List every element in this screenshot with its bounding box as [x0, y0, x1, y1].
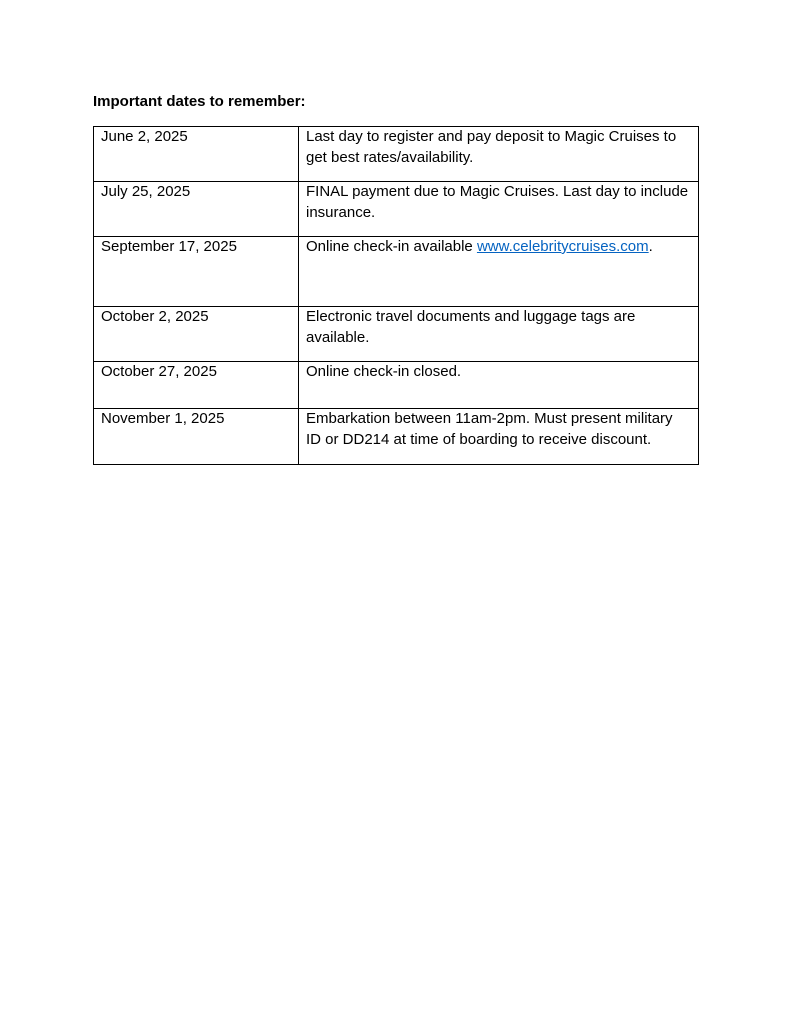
description-cell: Online check-in closed. [299, 362, 699, 409]
description-cell: FINAL payment due to Magic Cruises. Last day to include insurance. [299, 182, 699, 237]
date-cell: November 1, 2025 [94, 409, 299, 465]
table-row [94, 237, 699, 307]
description-cell: Embarkation between 11am-2pm. Must present military ID or DD214 at time of boarding to receive discount. [299, 409, 699, 465]
date-cell: July 25, 2025 [94, 182, 299, 237]
description-text: Online check-in available [306, 238, 477, 255]
table-row [94, 127, 699, 182]
celebrity-cruises-link[interactable]: www.celebritycruises.com [476, 238, 649, 255]
description-suffix: . [648, 238, 653, 255]
important-dates-table [93, 126, 699, 465]
table-row [94, 362, 699, 409]
date-cell: October 27, 2025 [94, 362, 299, 409]
date-cell: June 2, 2025 [94, 127, 299, 182]
table-row [94, 409, 699, 465]
table-row [94, 307, 699, 362]
description-cell: Electronic travel documents and luggage tags are available. [299, 307, 699, 362]
description-cell [299, 237, 699, 307]
description-cell: Last day to register and pay deposit to Magic Cruises to get best rates/availability. [299, 127, 699, 182]
date-cell: September 17, 2025 [94, 237, 299, 307]
table-row [94, 182, 699, 237]
date-cell: October 2, 2025 [94, 307, 299, 362]
page-heading: Important dates to remember: [93, 93, 306, 110]
